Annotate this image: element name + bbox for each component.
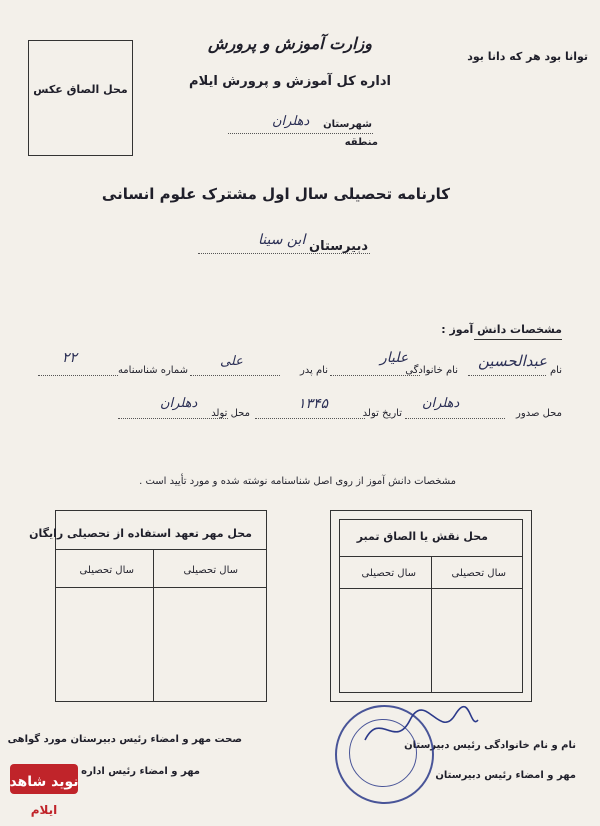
birth-date-value: ۱۳۴۵ (298, 396, 329, 412)
signature-right-principal-seal: مهر و امضاء رئیس دبیرستان (435, 770, 576, 781)
school-value: ابن سینا (258, 232, 306, 248)
id-number-value: ۲۲ (62, 350, 78, 366)
photo-placeholder-box (28, 40, 133, 156)
birth-place-dotted-line (118, 418, 228, 419)
stamp-box-left-col-1: سال تحصیلی (183, 565, 238, 576)
watermark-logo (2, 760, 82, 822)
father-name-label: نام پدر (299, 365, 328, 376)
stamp-box-left-title: محل مهر تعهد استفاده از تحصیلی رایگان (29, 527, 252, 540)
issue-place-label: محل صدور (516, 408, 562, 419)
birth-date-dotted-line (255, 418, 365, 419)
student-section-heading: مشخصات دانش آموز : (441, 323, 562, 336)
birth-date-label: تاریخ تولد (362, 408, 402, 419)
stamp-box-right (330, 510, 532, 702)
signature-scribble (360, 700, 480, 760)
last-name-value: علیار (380, 350, 409, 366)
stamp-box-left-col-2: سال تحصیلی (79, 565, 134, 576)
birth-place-value: دهلران (160, 396, 198, 411)
issue-place-value: دهلران (422, 396, 460, 411)
signature-left-verification: صحت مهر و امضاء رئیس دبیرستان مورد گواهی (7, 734, 242, 745)
logo-text-bottom: ایلام (30, 803, 58, 817)
last-name-dotted-line (330, 375, 420, 376)
verification-note: مشخصات دانش آموز از روی اصل شناسنامه نوشته شده و مورد تأیید است . (139, 476, 456, 487)
district-label: منطقه (344, 137, 378, 148)
id-number-label: شماره شناسنامه (117, 365, 188, 376)
ministry-title: وزارت آموزش و پرورش (208, 34, 372, 53)
logo-icon (2, 760, 82, 822)
id-number-dotted-line (38, 375, 118, 376)
father-name-value: علی (220, 354, 243, 369)
motto: توانا بود هر که دانا بود (467, 50, 588, 63)
school-label: دبیرستان (308, 239, 368, 254)
issue-place-dotted-line (405, 418, 505, 419)
last-name-label: نام خانوادگی (405, 365, 458, 376)
heading-underline (474, 339, 562, 340)
stamp-box-right-inner (339, 519, 523, 693)
first-name-value: عبدالحسین (478, 352, 548, 370)
first-name-dotted-line (468, 375, 546, 376)
school-dotted-line (198, 253, 370, 254)
photo-box-label: محل الصاق عکس (33, 83, 128, 96)
city-label: شهرستان (323, 119, 372, 130)
department-title: اداره کل آموزش و پرورش ایلام (189, 74, 391, 89)
city-dotted-line (228, 133, 373, 134)
city-value: دهلران (272, 114, 310, 129)
signature-left-office-seal: مهر و امضاء رئیس اداره (81, 766, 200, 777)
signature-right-principal-name: نام و نام خانوادگی رئیس دبیرستان (404, 740, 576, 751)
birth-place-label: محل تولد (211, 408, 250, 419)
first-name-label: نام (549, 365, 562, 376)
stamp-box-right-col-2: سال تحصیلی (361, 568, 416, 579)
logo-text-top: نوید شاهد (9, 774, 79, 790)
father-name-dotted-line (190, 375, 280, 376)
stamp-box-left (29, 510, 267, 702)
stamp-box-right-title: محل نقش یا الصاق تمبر (356, 530, 488, 543)
report-title: کارنامه تحصیلی سال اول مشترک علوم انسانی (101, 185, 450, 203)
stamp-box-right-col-1: سال تحصیلی (451, 568, 506, 579)
